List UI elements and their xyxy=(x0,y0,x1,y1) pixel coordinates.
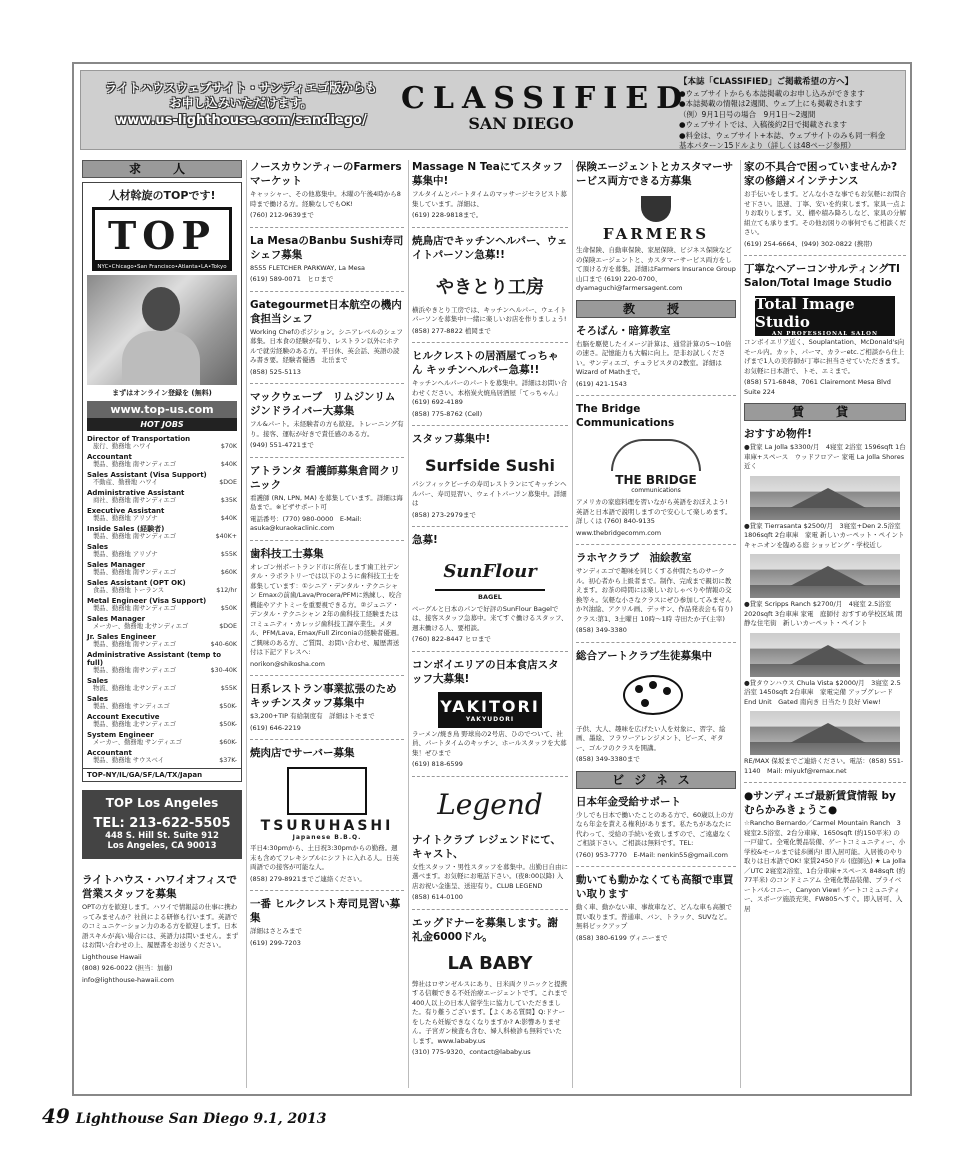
ad-contact: (619) 299-7203 xyxy=(250,938,301,947)
job-meta xyxy=(87,497,237,505)
yakitori-name: YAKITORI xyxy=(440,696,540,716)
la-phone: TEL: 213-622-5505 xyxy=(93,816,231,832)
job-location: 不動産、勤務地 ハワイ xyxy=(93,478,158,486)
job-title: Sales xyxy=(87,542,109,551)
top-tagline: 人材斡旋のTOPです! xyxy=(108,189,216,202)
job-salary: $40K xyxy=(220,460,237,468)
ad-text: フル&パート。未経験者の方も歓迎。トレーニング有り。接客、運転が好きで責任感のある方。 xyxy=(250,420,404,438)
total-image-studio-logo xyxy=(755,296,895,336)
ad-text: 平日4:30pmから、土日祝3:30pmからの勤務。週末も含めてフレキシブルにシフトに入れる人。日英両語での接客が可能な人。 xyxy=(250,844,399,871)
ad-title: ノースカウンティーのFarmersマーケット xyxy=(250,161,402,187)
promo-line-1: ライトハウスウェブサイト・サンディエゴ版からも xyxy=(104,81,378,95)
ad-title: 日本年金受給サポート xyxy=(576,795,681,808)
job-title: System Engineer xyxy=(87,730,154,739)
job-salary: $DOE xyxy=(219,622,237,630)
ad-contact: (619) 228-9818まで。 xyxy=(412,211,483,219)
job-salary: $55K xyxy=(220,550,237,558)
ad-text: お手伝いをします。どんな小さな事でもお気軽にお問合せ下さい。迅速、丁寧、安いを約束します。家具一点よりお取りします。又、棚や積み降ろしなど、家具の分解組立ても承ります。その他お困りの事何でもご相談ください。 xyxy=(744,190,906,236)
yakyudori-sub: YAKYUDORI xyxy=(465,715,515,723)
job-listing[interactable] xyxy=(87,615,237,631)
ad-title: コンボイエリアの日本食店スタッフ大募集! xyxy=(412,658,559,685)
ad-text: コンボイエリア近く、Souplantation、McDonald's向モール内。カット、パーマ、カラーetc.ご相談から仕上げまで1人の美容師が丁寧に担当させていただきます。お気軽に日本語で、トモ、エミまで。 xyxy=(744,338,905,375)
job-listing[interactable] xyxy=(87,731,237,747)
house-photo xyxy=(750,554,900,598)
ad-contact: (808) 926-0022 (担当：加藤) xyxy=(82,964,173,973)
ad-contact: (858) 273-2979まで xyxy=(412,510,476,519)
ad-text: キッチンヘルパーのパートを募集中。詳細はお問い合わせください。本格炭火焼鳥居酒屋「てっちゃん」(619) 692-4189 xyxy=(412,379,568,406)
job-title: Account Executive xyxy=(87,712,160,721)
job-salary: $70K xyxy=(220,442,237,450)
yakitori-yakyudori-logo xyxy=(438,692,542,728)
job-listing[interactable] xyxy=(87,695,237,711)
job-listing[interactable] xyxy=(87,713,237,729)
posting-info-title: 【本誌「CLASSIFIED」ご掲載希望の方へ】 xyxy=(679,77,854,87)
ad-divider xyxy=(412,909,568,910)
sunflour-bagel-sub: BAGEL xyxy=(478,593,502,601)
ad-text: サンディエゴで趣味を同じくする仲間たちのサークル。初心者から上級者まで。制作、完成まで親切に教えます。お茶の時間には楽しいおしゃべりや情報の交換等々。気軽な小さなクラスにぜひ参加してみませんか?(油絵、アクリル画、デッサン、作品発表会も有り) クラス:第1、3土曜日 10時〜1時 寺田たか子(主宰) xyxy=(576,567,733,623)
top-url-link[interactable]: www.top-us.com xyxy=(87,401,237,418)
job-location: メーカー、勤務地 サンディエゴ xyxy=(93,739,182,746)
ad-title: 急募! xyxy=(412,534,438,546)
job-location: 製品、勤務地 南サンディエゴ xyxy=(93,604,177,612)
job-title: Sales Manager xyxy=(87,614,146,623)
posting-info-line: 基本パターン15ドルより（詳しくは48ページ参照） xyxy=(679,141,856,150)
column-jobs-2 xyxy=(250,160,404,948)
job-meta xyxy=(87,515,237,523)
job-location: 製品、勤務地 南サンディエゴ xyxy=(93,460,177,468)
job-salary: $50K- xyxy=(219,721,237,728)
job-title: Sales xyxy=(87,694,109,703)
ad-contact: (858) 525-5113 xyxy=(250,367,301,376)
ad-contact: (619) 646-2219 xyxy=(250,723,301,732)
ad-contact: 電話番号：(770) 980-0000 E-Mail: asuka@kuraokaclinic.com xyxy=(250,514,362,532)
ad-text: 生命保険、自動車保険、家屋保険、ビジネス保険などの保険エージェントと、カスタマーサービス両方をして頂ける方を募集。詳細はFarmers Insurance Group山口まで (619) 220-0700、dyamaguchi@farmersagent.com xyxy=(576,246,736,292)
promo-line-2: お申し込みいただけます。 xyxy=(169,96,313,110)
ad-text: 女性スタッフ・男性スタッフを募集中。出勤日自由に選べます。お気軽にお電話下さい。(夜8:00以降) 入店お祝い金進呈、送迎有り。CLUB LEGEND xyxy=(412,862,568,890)
posting-info-line: ●料金は、ウェブサイト+本誌、ウェブサイトのみも同一料金 xyxy=(679,130,886,140)
job-title: Administrative Assistant xyxy=(87,488,185,497)
ad-title: そろばん・暗算教室 xyxy=(576,324,671,337)
ad-title: 保険エージェントとカスタマーサービス両方できる方募集 xyxy=(576,161,734,187)
job-title: Accountant xyxy=(87,452,132,461)
la-address-1: 448 S. Hill St. Suite 912 xyxy=(105,831,219,842)
house-photo xyxy=(750,711,900,755)
the-bridge-logo xyxy=(601,436,711,496)
classified-subtitle: SAN DIEGO xyxy=(468,114,574,133)
ad-contact: (619) 421-1543 xyxy=(576,379,627,388)
ad-title: 歯科技工士募集 xyxy=(250,547,324,560)
tsuruhashi-logo xyxy=(262,766,392,842)
job-meta xyxy=(87,623,237,631)
ad-title: マックウェーブ リムジンリムジンドライバー大募集 xyxy=(250,391,396,417)
ad-contact: (619) 589-0071 ヒロまで xyxy=(250,275,334,283)
job-listing[interactable] xyxy=(87,633,237,649)
job-location: 製品、勤務地 南サンディエゴ xyxy=(93,667,177,674)
job-salary: $60K- xyxy=(219,739,237,746)
job-location: メーカー、勤務地 北サンディエゴ xyxy=(93,622,189,630)
ad-text: ベーグルと日本のパンで好評のSunFlour Bagelでは、接客スタッフ急募中。来てすぐ働けるスタッフ、週末働ける人、要相談。 xyxy=(412,604,568,632)
salon-name: Total Image Studio xyxy=(755,295,855,331)
ad-contact: (760) 822-8447 ヒロまで xyxy=(412,635,491,643)
ad-divider xyxy=(412,425,568,426)
ad-divider xyxy=(744,255,906,256)
job-location: 製品、勤務地 アリゾナ xyxy=(93,550,158,558)
job-location: 商社、勤務地 南サンディエゴ xyxy=(93,496,177,504)
ad-divider xyxy=(250,540,404,541)
job-meta xyxy=(87,605,237,613)
ad-divider xyxy=(250,675,404,676)
ad-text: ラーメン/焼き鳥 野球鳥の2号店、ひのでついて、社員、パートタイムのキッチン、ホールスタッフを大募集！ぜひまで xyxy=(412,729,567,757)
ad-contact: (858) 277-8822 植岡まで xyxy=(412,326,491,335)
ad-contact: (858) 349-3380まで xyxy=(576,755,640,763)
top-la-contact xyxy=(82,790,242,859)
ad-contact: (858) 614-0100 xyxy=(412,893,463,901)
la-baby-logo: LA BABY xyxy=(447,953,533,974)
house-photo xyxy=(750,476,900,520)
job-title: Sales Assistant (OPT OK) xyxy=(87,578,186,587)
ad-title: 丁寧なヘアーコンサルティングTI Salon/Total Image Studio xyxy=(744,263,900,289)
tsuruhashi-sign-icon xyxy=(287,767,367,815)
ad-divider xyxy=(412,342,568,343)
job-listing[interactable] xyxy=(87,597,237,613)
job-meta xyxy=(87,667,237,675)
top-logo: TOP xyxy=(92,207,232,263)
ad-contact: (858) 279-8921までご連絡ください。 xyxy=(250,874,366,883)
section-header-education: 教 授 xyxy=(576,300,736,318)
job-meta xyxy=(87,533,237,541)
column-divider xyxy=(572,160,573,1088)
ad-title: おすすめ物件! xyxy=(744,428,812,440)
job-list xyxy=(83,431,241,765)
ad-contact: (858) 380-6199 ヴィニーまで xyxy=(576,933,668,942)
column-jobs-3 xyxy=(412,160,568,1058)
page-number: 49 xyxy=(42,1104,70,1128)
salon-sub: AN PROFESSIONAL SALON xyxy=(772,331,878,337)
surfside-sushi-logo: Surfside Sushi xyxy=(425,455,555,475)
classified-title: CLASSIFIED xyxy=(401,81,691,116)
job-title: Jr. Sales Engineer xyxy=(87,632,156,641)
job-meta xyxy=(87,757,237,765)
ad-divider xyxy=(576,544,736,545)
column-divider xyxy=(740,160,741,1088)
yakitori-kobo-logo: やきとり工房 xyxy=(436,276,544,298)
column-jobs-education-business xyxy=(576,160,736,943)
ad-title: La MesaのBanbu Sushi寿司シェフ募集 xyxy=(250,234,404,261)
ad-divider xyxy=(250,457,404,458)
tsuruhashi-name: TSURUHASHI xyxy=(260,818,394,834)
ad-title: ラホヤクラブ 油絵教室 xyxy=(576,552,692,564)
ad-divider xyxy=(250,227,404,228)
ad-divider xyxy=(250,291,404,292)
ad-title: ライトハウス・ハワイオフィスで営業スタッフを募集 xyxy=(82,874,237,901)
ad-text: 子供、大人、趣味を広げたい人を対象に、習字、絵画、墨絵、フラワーアレンジメント、ビーズ、ギター、ゴルフのクラスを開講。 xyxy=(576,724,726,752)
job-title: Executive Assistant xyxy=(87,506,165,515)
ad-text: オレゴン州ポートランド市に所在します歯工社デンタル・ラボラトリーでは以下のように歯科技工士を募集しています：①シニア・デンタル・テクニシャン Emaxの前歯/Lava/Procera/PFMに熟練し、咬合機能やアナトミーを重要視できる方。②ジュニア・デンタル・テクニシャン 2年の歯科技工経験またはコミュニティ・カレッジ歯科技工課卒業生。メタル、PFM/Lava, Emax/Full Zirconiaの経験者優遇。ご興味のある方、ご質問、お問い合わせ、履歴書送付は下記アドレスへ: xyxy=(250,562,403,656)
ad-divider xyxy=(250,890,404,891)
job-salary: $DOE xyxy=(219,478,237,486)
job-meta xyxy=(87,587,237,595)
ad-title: 日系レストラン事業拡張のためキッチンスタッフ募集中 xyxy=(250,683,397,709)
ad-contact: (760) 212-9639まで xyxy=(250,211,314,219)
legend-logo: Legend xyxy=(437,788,543,821)
ad-text: 動く車、動かない車、事故車など、どんな車も高額で買い取ります。普通車、バン、トラック、SUVなど。無料ピックアップ xyxy=(576,903,732,930)
posting-info-line: （例）9月1日号の場合 9月1日〜2週間 xyxy=(679,109,816,119)
ad-text: アメリカの家庭料理を習いながら英語をおぼえよう! 英語と日本語で説明しますので安心して楽しめます。詳しくは (760) 840-9135 xyxy=(576,498,732,525)
ad-contact: (858) 775-8762 (Cell) xyxy=(412,409,483,418)
job-salary: $40-60K xyxy=(210,640,237,648)
ad-contact: (858) 349-3380 xyxy=(576,626,627,634)
ad-title: 焼肉店でサーバー募集 xyxy=(250,747,355,759)
job-location: 食品、勤務地 トーランス xyxy=(93,586,165,594)
farmers-name: FARMERS xyxy=(602,224,710,243)
promo-url-link[interactable]: www.us-lighthouse.com/sandiego/ xyxy=(115,113,367,128)
ad-title: 家の不具合で困っていませんか?家の修繕メインテナンス xyxy=(744,161,898,187)
ad-title: ヒルクレストの居酒屋てっちゃん キッチンヘルパー急募!! xyxy=(412,350,559,376)
job-salary: $30-40K xyxy=(210,667,237,674)
la-title: TOP Los Angeles xyxy=(105,796,219,811)
job-title: Administrative Assistant (temp to full) xyxy=(87,650,222,667)
ad-text: 8555 FLETCHER PARKWAY, La Mesa xyxy=(250,263,366,272)
ad-title: 総合アートクラブ生徒募集中 xyxy=(576,649,712,662)
rental-listing: ●貸タウンハウス Chula Vista $2000/月 3寝室 2.5浴室 1450sqft 2台車庫 家電完備 アップグレード End Unit Gated 南向き 日当たり良好 View! xyxy=(744,678,901,706)
column-jobs-top xyxy=(82,160,242,985)
ad-text: 詳細はさとみまで xyxy=(250,927,302,935)
job-meta xyxy=(87,461,237,469)
job-meta xyxy=(87,569,237,577)
ad-divider xyxy=(412,526,568,527)
tsuruhashi-sub: Japanese B.B.Q. xyxy=(292,834,362,841)
ad-text: 弊社はロサンゼルスにあり、日米両クリニックと提携する信頼できる不妊治療エージェントです。これまで400人以上の日本人留学生に協力していただきました。有り難うございます。【よくある質問】Q:ドナーをしたら妊娠できなくなりますか? A:影響ありません。子宮ガン検査も含む、婦人科検診も無料でいたします。www.lababy.us xyxy=(412,979,568,1045)
column-divider xyxy=(408,160,409,1088)
ad-text: 右脳を駆使したイメージ計算は、通常計算の5〜10倍の速さ。記憶能力も大幅に向上。是非お試しください。サンディエゴ、チュラビスタの2教室。詳細はWizard of Mathまで。 xyxy=(576,339,732,376)
top-cities: NYC•Chicago•San Francisco•Atlanta•LA•Tokyo xyxy=(92,263,232,271)
ad-divider xyxy=(412,227,568,228)
job-listing[interactable] xyxy=(87,471,237,487)
job-location: 製品、勤務地 アリゾナ xyxy=(93,514,158,522)
ad-text: $3,200+TIP 有給制度有 詳細はトモまで xyxy=(250,712,375,720)
ad-url-link[interactable]: www.thebridgecomm.com xyxy=(576,528,662,537)
ad-text: 看護師 (RN, LPN, MA) を募集しています。詳細は海島まで。※ビザサポート可 xyxy=(250,493,403,511)
job-listing[interactable] xyxy=(87,677,237,693)
bridge-name: THE BRIDGE xyxy=(615,472,697,487)
job-salary: $50K xyxy=(220,604,237,612)
ad-divider xyxy=(250,739,404,740)
job-salary: $55K xyxy=(220,685,237,692)
job-meta xyxy=(87,641,237,649)
palette-icon xyxy=(611,669,701,723)
classified-page xyxy=(72,62,912,1096)
ad-title: スタッフ募集中! xyxy=(412,433,491,445)
job-salary: $50K- xyxy=(219,703,237,710)
rental-listing: ●貸家 La Jolla $3300/月 4寝室 2浴室 1596sqft 1台車庫+スペース ウッドフロアー 家電 La Jolla Shores近く xyxy=(744,443,906,470)
ad-text: 横浜やきとり工房では、キッチンヘルパー、ウェイトパーソンを募集中!一緒に楽しいお店を作りましょう! xyxy=(412,305,567,323)
job-listing[interactable] xyxy=(87,453,237,469)
ad-contact: (949) 551-4721まで xyxy=(250,441,314,449)
sunflour-bagel-logo: SunFlour xyxy=(435,553,545,591)
job-title: Director of Transportation xyxy=(87,434,191,443)
ad-divider xyxy=(250,383,404,384)
ad-contact: (858) 571-6848、7061 Clairemont Mesa Blvd Suite 224 xyxy=(744,378,891,396)
job-listing[interactable] xyxy=(87,435,237,451)
job-meta xyxy=(87,739,237,747)
ad-title: ●サンディエゴ最新賃貸情報 by むらかみきょうこ● xyxy=(744,790,896,816)
job-location: 物流、勤務地 北サンディエゴ xyxy=(93,685,177,692)
house-photo xyxy=(750,633,900,677)
farmers-logo xyxy=(596,194,716,244)
posting-info-line: ●本誌掲載の情報は2週間、ウェブ上にも掲載されます xyxy=(679,99,863,108)
ad-text: OPTの方を歓迎します。ハワイで情報誌の仕事に携わってみませんか？社員による研修も行います。英語でのコミュニケーション力のある方を歓迎します。日本語スキルが高い場合には、英語力は問いません。まずはお問い合わせの上、履歴書をお送りください。 xyxy=(82,903,239,950)
job-listing[interactable] xyxy=(87,651,237,676)
ad-email-link[interactable]: norikon@shikosha.com xyxy=(250,659,325,668)
ad-text: フルタイムとパートタイムのマッサージセラピスト募集しています。詳細は、 xyxy=(412,190,567,208)
bridge-sub: communications xyxy=(631,486,681,494)
la-address-2: Los Angeles, CA 90013 xyxy=(107,841,217,852)
bridge-arch-icon xyxy=(611,439,701,471)
job-salary: $12/hr xyxy=(216,586,237,594)
top-agency-ad[interactable] xyxy=(82,182,242,782)
job-title: Sales Manager xyxy=(87,560,146,569)
ad-contact: (760) 953-7770 E-Mail: nenkin55@gmail.com xyxy=(576,850,728,859)
posting-info-line: ●ウェブサイトでは、入稿後約2日で掲載されます xyxy=(679,120,847,129)
ad-text: 少しでも日本で働いたことのある方で、60歳以上の方なら年金を貰える権利があります。私たちがあなたに代わって、受給の手続いを致しますので、ご遠慮なくご相談下さい。ご相談は無料です。TEL: xyxy=(576,810,734,847)
job-listing[interactable] xyxy=(87,579,237,595)
ad-divider xyxy=(576,395,736,396)
job-meta xyxy=(87,479,237,487)
web-promo xyxy=(91,81,391,128)
job-salary: $37K- xyxy=(219,757,237,764)
ad-contact: Lighthouse Hawaii xyxy=(82,952,142,961)
job-meta xyxy=(87,551,237,559)
ad-title: Gategourmet日本航空の機内食担当シェフ xyxy=(250,298,402,325)
job-listing[interactable] xyxy=(87,749,237,765)
ad-text: Working Chefのポジション。シニアレベルのシェフ募集。日本食の経験が有り、レストラン以外にホテルで就労経験のある方。平日休、英会話、英語の読み書き要。経験者優遇 北岳まで xyxy=(250,327,403,364)
remax-contact: RE/MAX 保坂までご連絡ください。電話：(858) 551-1140 Mail: miyukf@remax.net xyxy=(744,757,904,775)
job-location: 製品、勤務地 サンディエゴ xyxy=(93,703,170,710)
top-offices: TOP-NY/IL/GA/SF/LA/TX/Japan xyxy=(83,768,241,781)
job-meta xyxy=(87,443,237,451)
section-header-business: ビジネス xyxy=(576,771,736,789)
classified-title-block xyxy=(401,81,691,133)
ad-email-link[interactable]: info@lighthouse-hawaii.com xyxy=(82,975,175,984)
rental-listing: ●貸家 Tierrasanta $2500/月 3寝室+Den 2.5浴室 1806sqft 2台車庫 家電 新しいカーペット・ペイント キャニオンを臨める庭 ショッピング・学校近し xyxy=(744,521,912,549)
ad-divider xyxy=(412,776,568,777)
ad-divider xyxy=(576,642,736,643)
publication-title: Lighthouse San Diego 9.1, 2013 xyxy=(75,1111,327,1127)
ad-text: パシフィックビーチの寿司レストランにてキッチンヘルパー、寿司見習い、ウェイトパーソン募集中。詳細は xyxy=(412,480,567,507)
page-footer xyxy=(42,1104,326,1128)
ad-title: Massage N Teaにてスタッフ募集中! xyxy=(412,161,563,187)
farmers-shield-icon xyxy=(641,196,671,222)
job-location: 旅行、勤務地 ハワイ xyxy=(93,442,152,450)
ad-title: ナイトクラブ レジェンドにて、キャスト、 xyxy=(412,833,562,860)
job-location: 製品、勤務地 北サンディエゴ xyxy=(93,721,177,728)
ad-title: 動いても動かなくても高額で車買い取ります xyxy=(576,874,734,900)
job-title: Sales Assistant (Visa Support) xyxy=(87,470,207,479)
job-meta xyxy=(87,703,237,711)
job-meta xyxy=(87,721,237,729)
job-listing[interactable] xyxy=(87,489,237,505)
classified-header xyxy=(80,70,906,150)
receptionist-photo xyxy=(87,275,237,385)
posting-info xyxy=(679,77,901,152)
job-listing[interactable] xyxy=(87,525,237,541)
section-header-jobs: 求 人 xyxy=(82,160,242,178)
job-location: 製品、勤務地 南サンディエゴ xyxy=(93,568,177,576)
ad-divider xyxy=(744,782,906,783)
job-listing[interactable] xyxy=(87,507,237,523)
section-header-rentals: 賃 貸 xyxy=(744,403,906,421)
ad-text: キャッシャー、その他募集中。木曜の午後4時から8時まで働ける方。経験なしでもOK! xyxy=(250,190,401,208)
ad-title: エッグドナーを募集します。謝礼金6000ドル。 xyxy=(412,916,558,943)
ad-title: 焼鳥店でキッチンヘルパー、ウェイトパーソン急募!! xyxy=(412,234,568,261)
job-listing[interactable] xyxy=(87,543,237,559)
column-services-rentals xyxy=(744,160,912,914)
rental-listing: ●貸家 Scripps Ranch $2700/月 4寝室 2.5浴室 2020sqft 3台車庫 家電 庭師付 おすすめ学校区域 閑静な住宅街 新しいカーペット・ペイント xyxy=(744,600,903,627)
job-listing[interactable] xyxy=(87,561,237,577)
ad-contact: (310) 775-9320、contact@lababy.us xyxy=(412,1048,531,1056)
ad-contact: (619) 818-6599 xyxy=(412,760,463,768)
ad-title: アトランタ 看護師募集倉岡クリニック xyxy=(250,464,401,491)
register-text: まずはオンライン登録を (無料) xyxy=(112,389,212,397)
ad-contact: (619) 254-6664、(949) 302-0822 (携帯) xyxy=(744,239,873,248)
job-location: 製品、勤務地 南サンディエゴ xyxy=(93,532,177,540)
column-divider xyxy=(246,160,247,1088)
job-title: Sales xyxy=(87,676,109,685)
job-title: Accountant xyxy=(87,748,132,757)
ad-divider xyxy=(576,866,736,867)
ad-text: ☆Rancho Bernardo／Carmel Mountain Ranch 3寝室2.5浴室、2台分車庫、1650sqft (約150平米) の一戸建て。全電化製品装備、ゲートコミュニティー、小学校&モールまで徒歩圏内! 即入居可能。入居後のやり取りは日本語でOK! 家賃2450ドル (庭師込) ★ La Jolla／UTC 2寝室2浴室、1台分車庫+スペース 848sqft (約77平米) のコンドミニアム 全電化製品装備、プライベートバルコニー、Canyon View! ゲートコミュニティー、スポーツ施設充実、FW805へすぐ。即入居可、入居 xyxy=(744,819,906,913)
job-salary: $40K+ xyxy=(215,532,237,540)
job-title: Inside Sales (経験者) xyxy=(87,524,165,533)
job-location: 製品、勤務地 南サンディエゴ xyxy=(93,640,177,648)
posting-info-line: ●ウェブサイトからも本誌掲載のお申し込みができます xyxy=(679,88,865,98)
job-salary: $60K xyxy=(220,568,237,576)
ad-title: 一番 ヒルクレスト寿司見習い募集 xyxy=(250,898,401,924)
job-title: Metal Engineer (Visa Support) xyxy=(87,596,207,605)
job-salary: $35K xyxy=(220,496,237,504)
job-meta xyxy=(87,685,237,693)
job-salary: $40K xyxy=(220,514,237,522)
ad-divider xyxy=(412,651,568,652)
hot-jobs-label: HOT JOBS xyxy=(87,418,237,431)
job-location: 製品、勤務地 サウスベイ xyxy=(93,757,165,764)
ad-title: The Bridge Communications xyxy=(576,403,675,429)
